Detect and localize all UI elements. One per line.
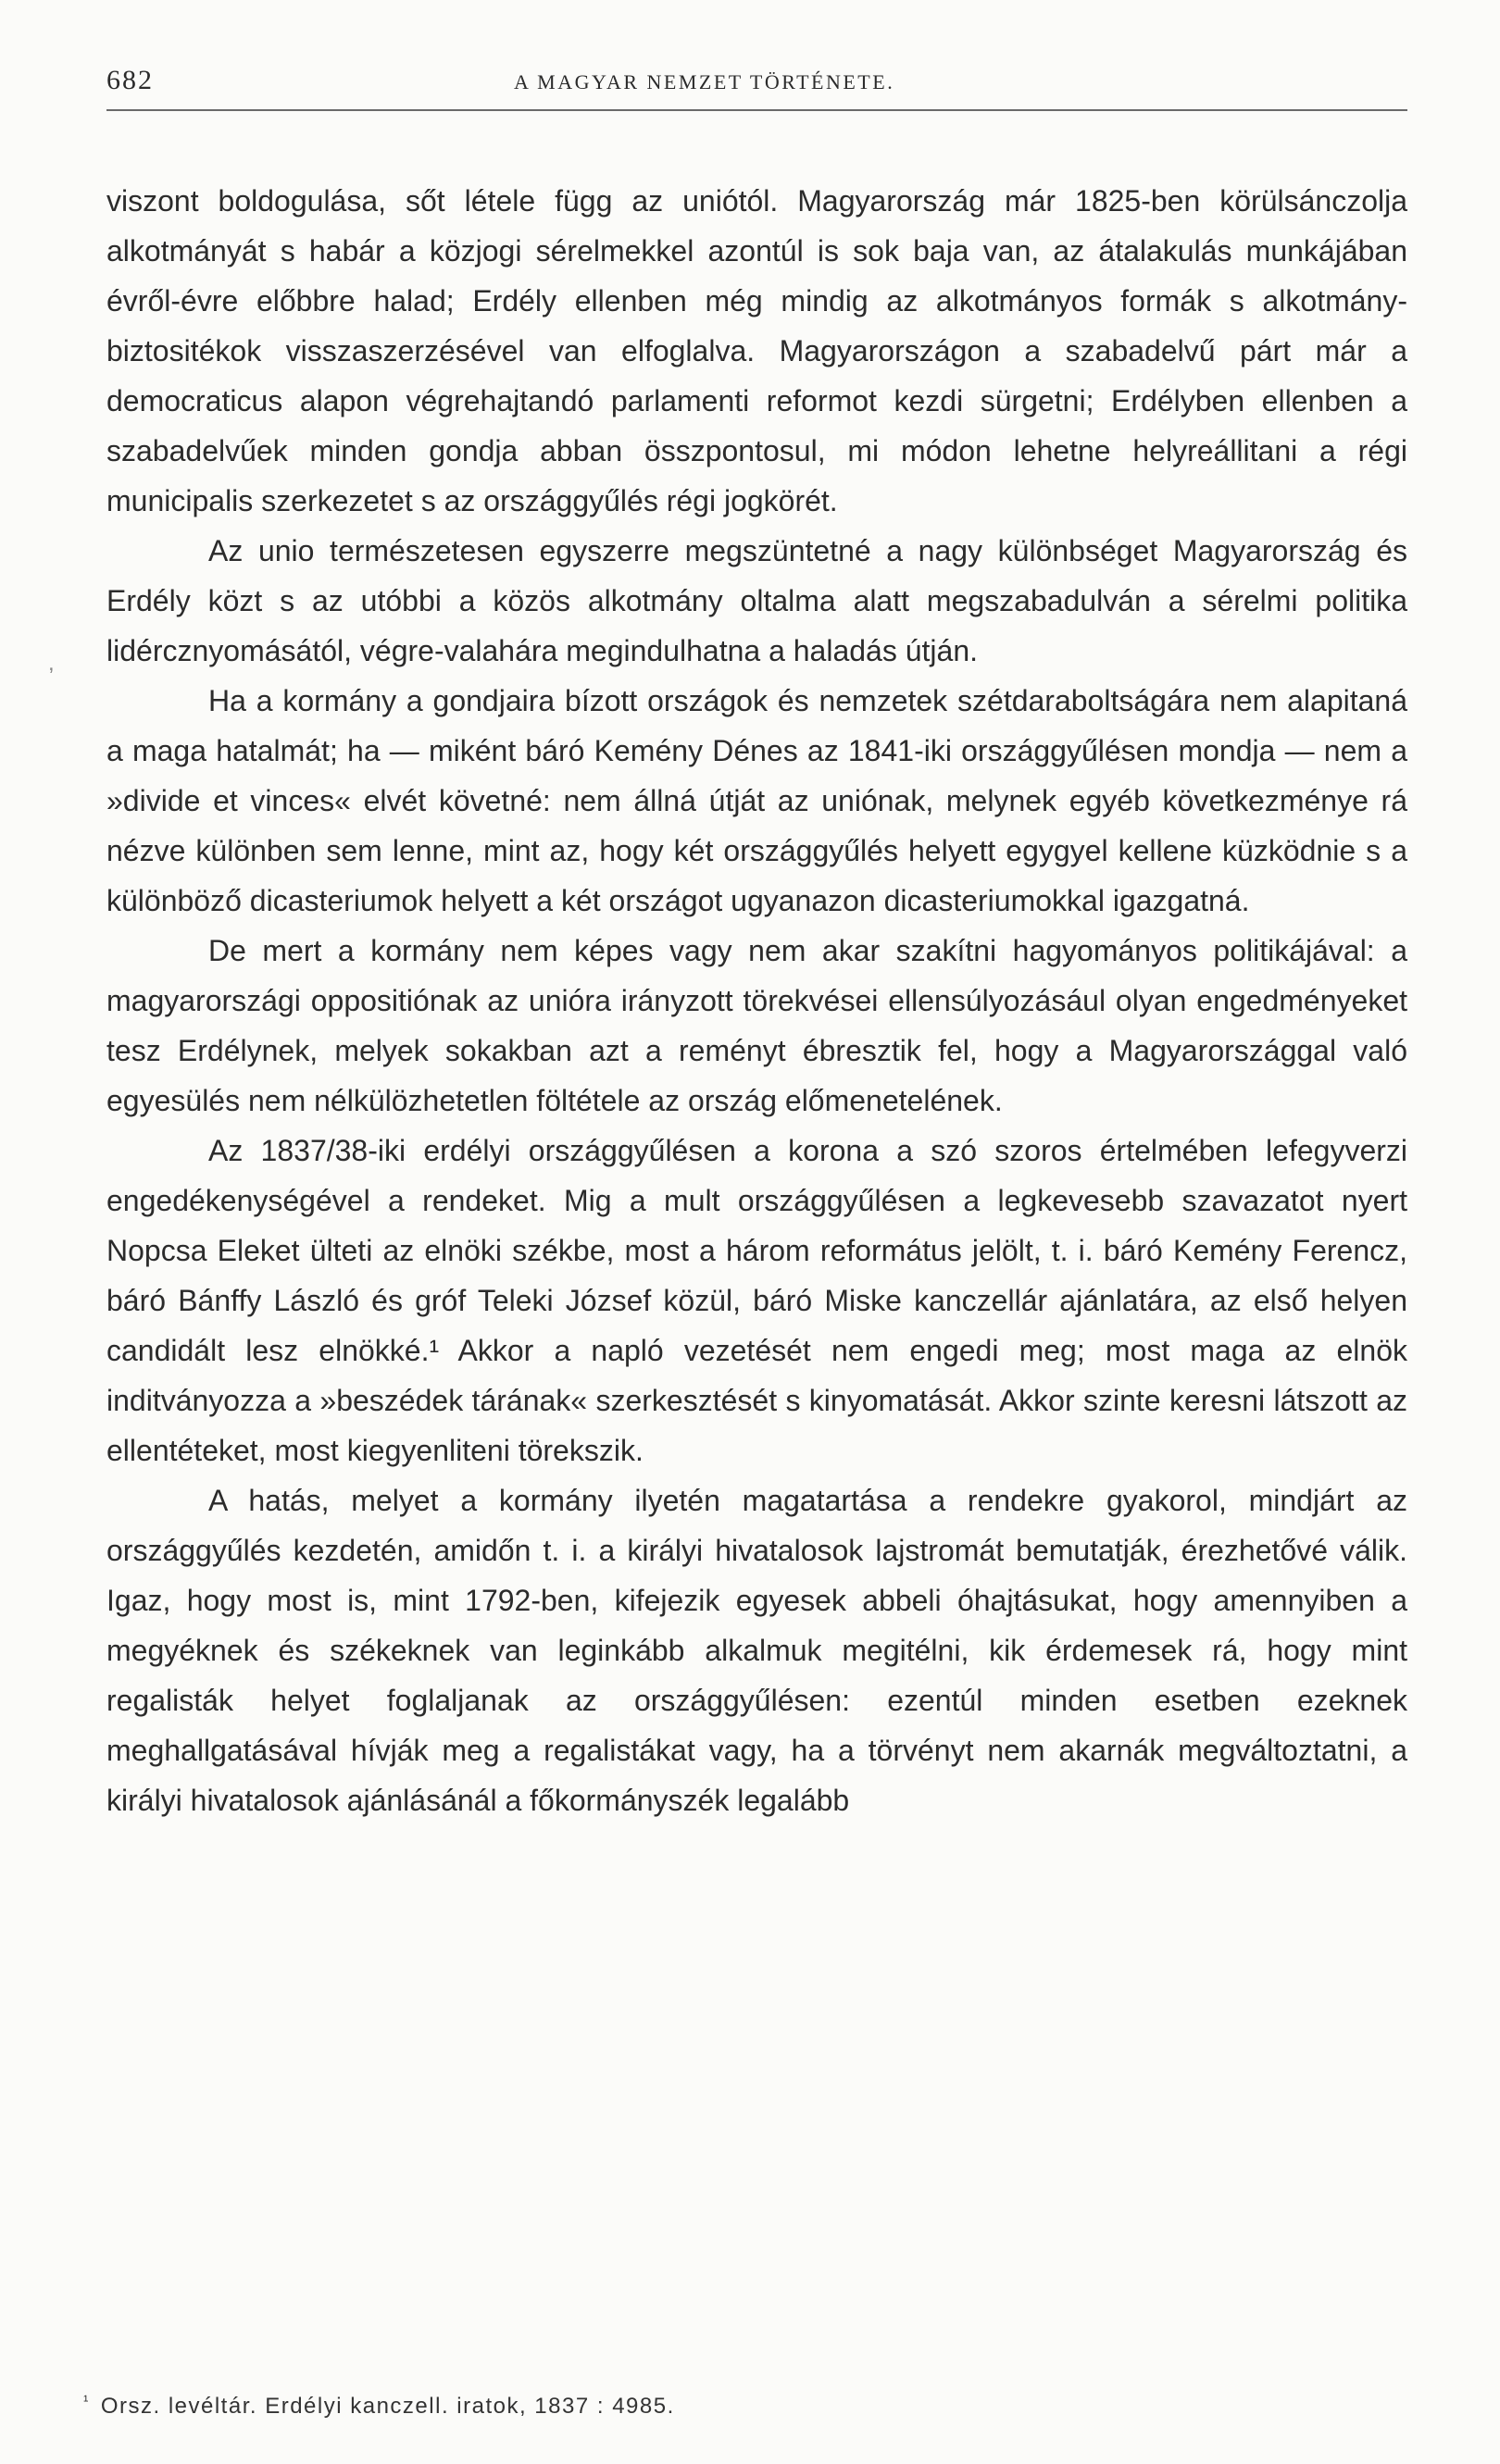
paragraph-3: Ha a kormány a gondjaira bízott országok és nemzetek szétdaraboltságára nem alapitaná a maga hatalmát; ha — miként báró Kemény Dénes az 1841-iki országgyűlésen mondja — nem a »divide et vinces« elvét követné: nem állná útját az uniónak, melynek egyéb következménye rá nézve különben sem lenne, mint az, hogy két országgyűlés helyett egygyel kellene küzködnie s a különböző dicasteriumok helyett a két országot ugyanazon dicasteriumokkal igazgatná. (106, 684, 1407, 917)
footnote (83, 2394, 675, 2420)
paragraph-2: Az unio természetesen egyszerre megszüntetné a nagy különbséget Magyarország és Erdély közt s az utóbbi a közös alkotmány oltalma alatt megszabadulván a sérelmi politika lidércznyomásától, végre-valahára megindulhatna a haladás útján. (106, 534, 1407, 667)
margin-mark: , (48, 651, 55, 676)
paragraph-6: A hatás, melyet a kormány ilyetén magatartása a rendekre gyakorol, mindjárt az országgyűlés kezdetén, amidőn t. i. a királyi hivatalosok lajstromát bemutatják, érezhetővé válik. Igaz, hogy most is, mint 1792-ben, kifejezik egyesek abbeli óhajtásukat, hogy amennyiben a megyéknek és székeknek van leginkább alkalmuk megitélni, kik érdemesek rá, hogy mint regalisták helyet foglaljanak az országgyűlésen: ezentúl minden esetben ezeknek meghallgatásával hívják meg a regalistákat vagy, ha a törvényt nem akarnák megváltoztatni, a királyi hivatalosok ajánlásánál a főkormányszék legalább (106, 1484, 1407, 1817)
footnote-text: Orsz. levéltár. Erdélyi kanczell. iratok, 1837 : 4985. (100, 2394, 675, 2419)
page-number: 682 (106, 65, 154, 95)
body-text (106, 176, 1407, 1825)
running-head (106, 57, 1407, 98)
footnote-marker: ¹ (83, 2394, 90, 2409)
header-rule (106, 109, 1407, 111)
running-title: A MAGYAR NEMZET TÖRTÉNETE. (514, 70, 895, 93)
paragraph-5: Az 1837/38-iki erdélyi országgyűlésen a korona a szó szoros értelmében lefegyverzi engedékenységével a rendeket. Mig a mult országgyűlésen a legkevesebb szavazatot nyert Nopcsa Eleket ülteti az elnöki székbe, most a három református jelölt, t. i. báró Kemény Ferencz, báró Bánffy László és gróf Teleki József közül, báró Miske kanczellár ajánlatára, az első helyen candidált lesz elnökké.¹ Akkor a napló vezetését nem engedi meg; most maga az elnök inditványozza a »beszédek tárának« szerkesztését s kinyomatását. Akkor szinte keresni látszott az ellentéteket, most kiegyenliteni törekszik. (106, 1134, 1407, 1467)
page (106, 57, 1407, 1817)
paragraph-4: De mert a kormány nem képes vagy nem akar szakítni hagyományos politikájával: a magyarországi oppositiónak az unióra irányzott törekvései ellensúlyozásául olyan engedményeket tesz Erdélynek, melyek sokakban azt a reményt ébresztik fel, hogy a Magyarországgal való egyesülés nem nélkülözhetetlen föltétele az ország előmenetelének. (106, 934, 1407, 1117)
paragraph-1: viszont boldogulása, sőt létele függ az uniótól. Magyarország már 1825-ben körülsánczolja alkotmányát s habár a közjogi sérelmekkel azontúl is sok baja van, az átalakulás munkájában évről-évre előbbre halad; Erdély ellenben még mindig az alkotmányos formák s alkotmány-biztositékok visszaszerzésével van elfoglalva. Magyarországon a szabadelvű párt már a democraticus alapon végrehajtandó parlamenti reformot kezdi sürgetni; Erdélyben ellenben a szabadelvűek minden gondja abban összpontosul, mi módon lehetne helyreállitani a régi municipalis szerkezetet s az országgyűlés régi jogkörét. (106, 184, 1407, 517)
